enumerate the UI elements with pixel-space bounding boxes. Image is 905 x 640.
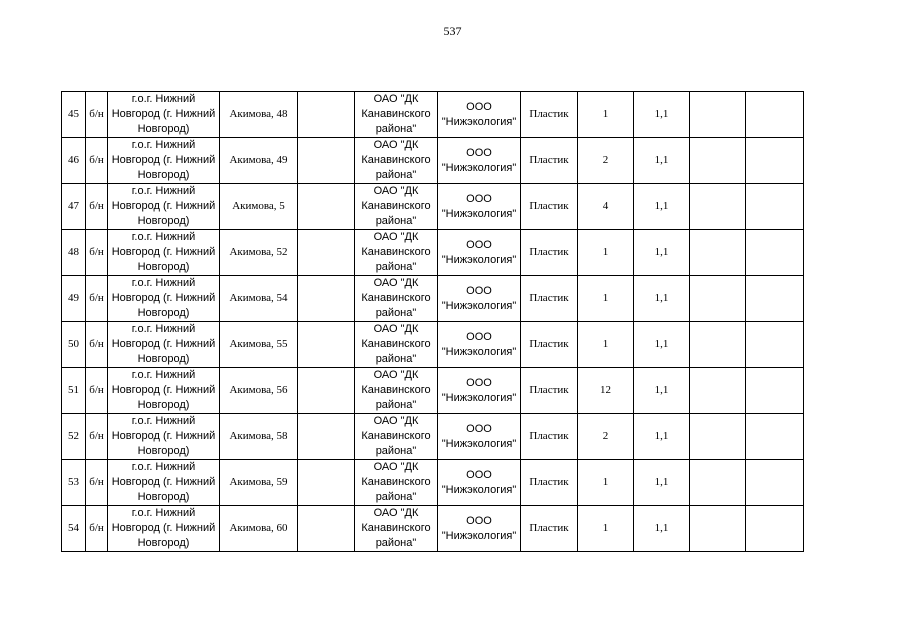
empty-cell xyxy=(690,138,746,184)
row-number-cell: 54 xyxy=(62,506,86,552)
owner-cell: ОАО "ДК Канавинского района" xyxy=(355,138,438,184)
empty-cell xyxy=(690,184,746,230)
municipality-cell: г.о.г. Нижний Новгород (г. Нижний Новгород) xyxy=(108,230,220,276)
municipality-cell: г.о.г. Нижний Новгород (г. Нижний Новгород) xyxy=(108,92,220,138)
row-number-cell: 49 xyxy=(62,276,86,322)
empty-cell xyxy=(746,276,804,322)
empty-cell xyxy=(746,230,804,276)
address-cell: Акимова, 49 xyxy=(220,138,298,184)
material-cell: Пластик xyxy=(521,414,578,460)
empty-cell xyxy=(690,276,746,322)
empty-cell xyxy=(298,92,355,138)
table-row xyxy=(62,276,804,322)
empty-cell xyxy=(746,414,804,460)
row-number-cell: 46 xyxy=(62,138,86,184)
container-volume-cell: 1,1 xyxy=(634,92,690,138)
empty-cell xyxy=(746,460,804,506)
empty-cell xyxy=(298,460,355,506)
container-volume-cell: 1,1 xyxy=(634,368,690,414)
empty-cell xyxy=(690,460,746,506)
operator-cell: ООО "Нижэкология" xyxy=(438,506,521,552)
container-volume-cell: 1,1 xyxy=(634,506,690,552)
container-count-cell: 1 xyxy=(578,230,634,276)
municipality-cell: г.о.г. Нижний Новгород (г. Нижний Новгород) xyxy=(108,322,220,368)
registration-cell: б/н xyxy=(86,506,108,552)
registration-cell: б/н xyxy=(86,92,108,138)
address-cell: Акимова, 55 xyxy=(220,322,298,368)
table-row xyxy=(62,184,804,230)
container-count-cell: 1 xyxy=(578,322,634,368)
address-cell: Акимова, 56 xyxy=(220,368,298,414)
container-volume-cell: 1,1 xyxy=(634,276,690,322)
container-count-cell: 2 xyxy=(578,414,634,460)
row-number-cell: 47 xyxy=(62,184,86,230)
table-row xyxy=(62,92,804,138)
empty-cell xyxy=(298,184,355,230)
owner-cell: ОАО "ДК Канавинского района" xyxy=(355,368,438,414)
municipality-cell: г.о.г. Нижний Новгород (г. Нижний Новгород) xyxy=(108,506,220,552)
row-number-cell: 51 xyxy=(62,368,86,414)
row-number-cell: 53 xyxy=(62,460,86,506)
empty-cell xyxy=(690,506,746,552)
municipality-cell: г.о.г. Нижний Новгород (г. Нижний Новгород) xyxy=(108,460,220,506)
container-count-cell: 12 xyxy=(578,368,634,414)
container-count-cell: 1 xyxy=(578,506,634,552)
empty-cell xyxy=(298,506,355,552)
operator-cell: ООО "Нижэкология" xyxy=(438,460,521,506)
empty-cell xyxy=(746,184,804,230)
registration-cell: б/н xyxy=(86,460,108,506)
table-row xyxy=(62,460,804,506)
owner-cell: ОАО "ДК Канавинского района" xyxy=(355,322,438,368)
empty-cell xyxy=(690,414,746,460)
empty-cell xyxy=(298,138,355,184)
owner-cell: ОАО "ДК Канавинского района" xyxy=(355,230,438,276)
registration-cell: б/н xyxy=(86,184,108,230)
material-cell: Пластик xyxy=(521,322,578,368)
empty-cell xyxy=(746,506,804,552)
empty-cell xyxy=(298,276,355,322)
owner-cell: ОАО "ДК Канавинского района" xyxy=(355,414,438,460)
operator-cell: ООО "Нижэкология" xyxy=(438,138,521,184)
empty-cell xyxy=(746,92,804,138)
empty-cell xyxy=(298,368,355,414)
registration-cell: б/н xyxy=(86,322,108,368)
address-cell: Акимова, 54 xyxy=(220,276,298,322)
empty-cell xyxy=(746,368,804,414)
material-cell: Пластик xyxy=(521,276,578,322)
container-count-cell: 1 xyxy=(578,460,634,506)
table-row xyxy=(62,414,804,460)
container-volume-cell: 1,1 xyxy=(634,138,690,184)
municipality-cell: г.о.г. Нижний Новгород (г. Нижний Новгород) xyxy=(108,276,220,322)
municipality-cell: г.о.г. Нижний Новгород (г. Нижний Новгород) xyxy=(108,368,220,414)
container-volume-cell: 1,1 xyxy=(634,230,690,276)
operator-cell: ООО "Нижэкология" xyxy=(438,368,521,414)
page-number: 537 xyxy=(443,24,462,38)
material-cell: Пластик xyxy=(521,368,578,414)
operator-cell: ООО "Нижэкология" xyxy=(438,414,521,460)
table-row xyxy=(62,506,804,552)
address-cell: Акимова, 52 xyxy=(220,230,298,276)
empty-cell xyxy=(690,322,746,368)
empty-cell xyxy=(298,230,355,276)
registration-cell: б/н xyxy=(86,230,108,276)
container-count-cell: 1 xyxy=(578,92,634,138)
empty-cell xyxy=(746,138,804,184)
table-row xyxy=(62,230,804,276)
empty-cell xyxy=(690,368,746,414)
registration-cell: б/н xyxy=(86,276,108,322)
operator-cell: ООО "Нижэкология" xyxy=(438,276,521,322)
municipality-cell: г.о.г. Нижний Новгород (г. Нижний Новгород) xyxy=(108,414,220,460)
owner-cell: ОАО "ДК Канавинского района" xyxy=(355,92,438,138)
registration-cell: б/н xyxy=(86,138,108,184)
table-body xyxy=(62,92,804,552)
container-volume-cell: 1,1 xyxy=(634,184,690,230)
container-count-cell: 2 xyxy=(578,138,634,184)
container-count-cell: 4 xyxy=(578,184,634,230)
material-cell: Пластик xyxy=(521,138,578,184)
operator-cell: ООО "Нижэкология" xyxy=(438,184,521,230)
row-number-cell: 45 xyxy=(62,92,86,138)
empty-cell xyxy=(298,322,355,368)
empty-cell xyxy=(690,230,746,276)
municipality-cell: г.о.г. Нижний Новгород (г. Нижний Новгород) xyxy=(108,138,220,184)
address-cell: Акимова, 48 xyxy=(220,92,298,138)
row-number-cell: 50 xyxy=(62,322,86,368)
municipality-cell: г.о.г. Нижний Новгород (г. Нижний Новгород) xyxy=(108,184,220,230)
empty-cell xyxy=(746,322,804,368)
row-number-cell: 52 xyxy=(62,414,86,460)
empty-cell xyxy=(690,92,746,138)
material-cell: Пластик xyxy=(521,184,578,230)
operator-cell: ООО "Нижэкология" xyxy=(438,92,521,138)
container-volume-cell: 1,1 xyxy=(634,460,690,506)
empty-cell xyxy=(298,414,355,460)
material-cell: Пластик xyxy=(521,460,578,506)
registration-cell: б/н xyxy=(86,414,108,460)
material-cell: Пластик xyxy=(521,506,578,552)
container-volume-cell: 1,1 xyxy=(634,322,690,368)
owner-cell: ОАО "ДК Канавинского района" xyxy=(355,184,438,230)
address-cell: Акимова, 59 xyxy=(220,460,298,506)
registration-cell: б/н xyxy=(86,368,108,414)
address-cell: Акимова, 60 xyxy=(220,506,298,552)
owner-cell: ОАО "ДК Канавинского района" xyxy=(355,506,438,552)
address-cell: Акимова, 58 xyxy=(220,414,298,460)
row-number-cell: 48 xyxy=(62,230,86,276)
material-cell: Пластик xyxy=(521,230,578,276)
table-row xyxy=(62,322,804,368)
container-volume-cell: 1,1 xyxy=(634,414,690,460)
address-cell: Акимова, 5 xyxy=(220,184,298,230)
container-count-cell: 1 xyxy=(578,276,634,322)
operator-cell: ООО "Нижэкология" xyxy=(438,322,521,368)
material-cell: Пластик xyxy=(521,92,578,138)
table-row xyxy=(62,138,804,184)
operator-cell: ООО "Нижэкология" xyxy=(438,230,521,276)
owner-cell: ОАО "ДК Канавинского района" xyxy=(355,460,438,506)
owner-cell: ОАО "ДК Канавинского района" xyxy=(355,276,438,322)
container-sites-table xyxy=(61,91,804,552)
table-row xyxy=(62,368,804,414)
